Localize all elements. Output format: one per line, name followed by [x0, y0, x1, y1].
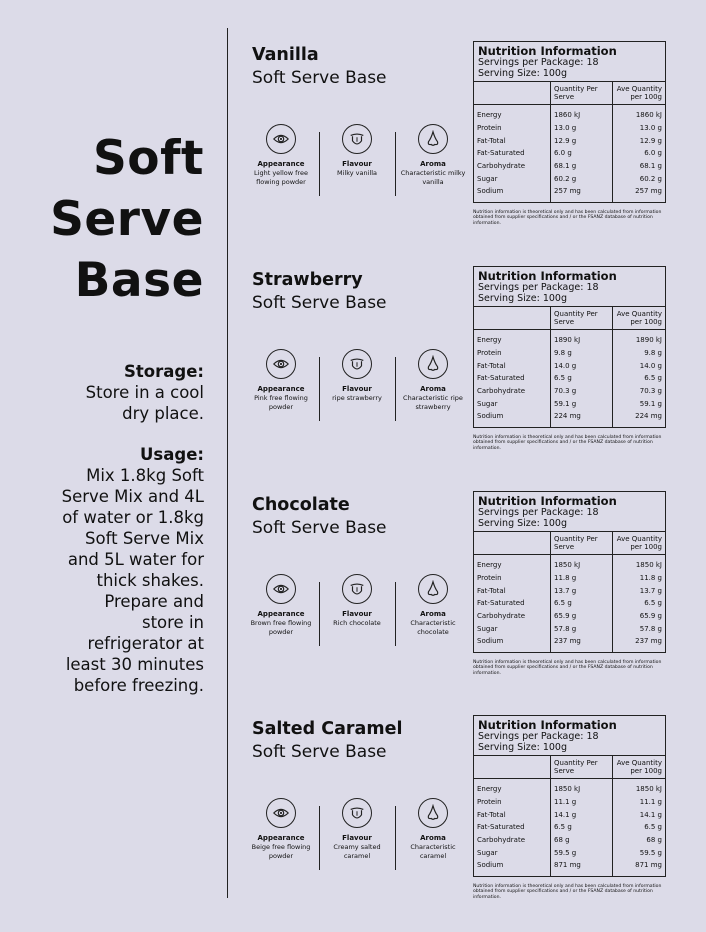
per-100g-value: 14.0 g	[613, 359, 666, 372]
per-100g-value: 237 mg	[613, 635, 666, 648]
title-line: Base	[74, 253, 204, 308]
col-per-100g: Ave Quantity per 100g	[613, 307, 666, 330]
eye-icon	[266, 349, 296, 379]
attribute-label: Aroma	[420, 385, 446, 393]
nutrient-name: Energy	[477, 336, 502, 345]
tongue-icon	[342, 349, 372, 379]
attribute-description: Characteristic chocolate	[410, 619, 456, 636]
nutrient-row	[474, 359, 665, 372]
per-serve-value: 11.1 g	[551, 796, 613, 809]
nutrient-row	[474, 109, 665, 122]
per-100g-value: 68 g	[613, 834, 666, 847]
per-serve-value: 68 g	[551, 834, 613, 847]
product-subtitle: Soft Serve Base	[252, 742, 387, 762]
per-100g-value: 1850 kJ	[613, 559, 666, 572]
nutrition-column-headers	[474, 82, 665, 105]
usage-text: Mix 1.8kg Soft Serve Mix and 4L of water or 1.8kg Soft Serve Mix and 5L water for thick shakes. Prepare and store in refrigerator at least 30 minutes before freezing.	[61, 466, 204, 695]
nutrition-header	[474, 716, 665, 756]
nutrient-row	[474, 160, 665, 173]
nutrient-name: Fat-Saturated	[477, 823, 525, 832]
per-serve-value: 237 mg	[551, 635, 613, 648]
title-line: Soft	[92, 131, 204, 186]
eye-icon	[266, 574, 296, 604]
nutrient-name: Carbohydrate	[477, 387, 526, 396]
col-per-serve: Quantity Per Serve	[551, 532, 613, 555]
nutrition-table	[474, 307, 665, 427]
per-100g-value: 11.8 g	[613, 572, 666, 585]
nutrient-row	[474, 572, 665, 585]
attribute-description: Rich chocolate	[333, 619, 381, 627]
attribute-label: Appearance	[257, 610, 305, 618]
per-100g-value: 59.5 g	[613, 846, 666, 859]
nutrient-name: Energy	[477, 111, 502, 120]
nutrient-name: Sodium	[477, 637, 504, 646]
nutrition-panel	[473, 715, 666, 877]
usage-heading: Usage:	[140, 445, 204, 464]
col-per-serve: Quantity Per Serve	[551, 756, 613, 779]
product-section	[251, 718, 672, 900]
per-100g-value: 1860 kJ	[613, 109, 666, 122]
storage-text: Store in a cool dry place.	[85, 383, 204, 423]
attribute-description: ripe strawberry	[332, 394, 382, 402]
nose-icon	[418, 574, 448, 604]
eye-icon	[266, 124, 296, 154]
per-100g-value: 1850 kJ	[613, 783, 666, 796]
per-serve-value: 57.8 g	[551, 622, 613, 635]
nutrient-row	[474, 584, 665, 597]
attribute-divider	[319, 806, 320, 870]
nutrient-row	[474, 622, 665, 635]
product-name: Strawberry	[252, 270, 363, 290]
attribute-description: Characteristic ripe strawberry	[403, 394, 463, 411]
attribute-flavour	[322, 574, 392, 628]
per-serve-value: 224 mg	[551, 410, 613, 423]
attribute-aroma	[398, 349, 468, 412]
nutrient-name: Energy	[477, 785, 502, 794]
per-serve-value: 59.1 g	[551, 397, 613, 410]
nutrient-row	[474, 821, 665, 834]
attribute-aroma	[398, 124, 468, 187]
page-title	[0, 128, 204, 311]
nutrient-row	[474, 559, 665, 572]
nutrient-row	[474, 347, 665, 360]
nutrient-row	[474, 783, 665, 796]
nutrition-column-headers	[474, 756, 665, 779]
per-serve-value: 1890 kJ	[551, 334, 613, 347]
attribute-description: Light yellow free flowing powder	[254, 169, 308, 186]
per-serve-value: 70.3 g	[551, 385, 613, 398]
attribute-description: Pink free flowing powder	[254, 394, 308, 411]
per-100g-value: 871 mg	[613, 859, 666, 872]
nutrient-name: Sugar	[477, 174, 498, 183]
attribute-appearance	[246, 798, 316, 861]
attribute-description: Characteristic caramel	[410, 843, 456, 860]
attribute-divider	[395, 357, 396, 421]
nutrient-row	[474, 122, 665, 135]
nutrient-name: Carbohydrate	[477, 836, 526, 845]
per-100g-value: 257 mg	[613, 185, 666, 198]
nutrient-name: Sodium	[477, 412, 504, 421]
per-serve-value: 60.2 g	[551, 172, 613, 185]
attributes-row	[252, 124, 464, 194]
nutrient-row	[474, 172, 665, 185]
attribute-label: Aroma	[420, 834, 446, 842]
per-100g-value: 65.9 g	[613, 610, 666, 623]
per-serve-value: 1850 kJ	[551, 783, 613, 796]
product-section	[252, 44, 672, 226]
per-100g-value: 57.8 g	[613, 622, 666, 635]
attribute-divider	[319, 582, 320, 646]
per-serve-value: 9.8 g	[551, 347, 613, 360]
nutrition-note: Nutrition information is theoretical only and has been calculated from information obtained from supplier specifications and / or the FSANZ database of nutrition information.	[473, 435, 662, 451]
nutrient-name: Protein	[477, 349, 502, 358]
product-name: Chocolate	[252, 495, 350, 515]
nutrient-row	[474, 385, 665, 398]
serving-size: Serving Size: 100g	[478, 518, 567, 529]
per-serve-value: 59.5 g	[551, 846, 613, 859]
attribute-label: Appearance	[257, 834, 305, 842]
nutrient-name: Fat-Total	[477, 586, 506, 595]
product-subtitle: Soft Serve Base	[252, 68, 387, 88]
nutrition-header	[474, 267, 665, 307]
per-100g-value: 11.1 g	[613, 796, 666, 809]
attribute-flavour	[322, 349, 392, 403]
nutrient-name: Protein	[477, 574, 502, 583]
attribute-label: Aroma	[420, 160, 446, 168]
servings-per-package: Servings per Package: 18	[478, 282, 599, 293]
per-serve-value: 1850 kJ	[551, 559, 613, 572]
nutrition-title: Nutrition Information	[478, 718, 617, 732]
nutrient-row	[474, 796, 665, 809]
nutrient-name: Energy	[477, 561, 502, 570]
attribute-flavour	[322, 798, 392, 861]
tongue-icon	[342, 798, 372, 828]
nutrient-row	[474, 635, 665, 648]
per-serve-value: 1860 kJ	[551, 109, 613, 122]
nutrient-row	[474, 134, 665, 147]
per-serve-value: 68.1 g	[551, 160, 613, 173]
nutrition-title: Nutrition Information	[478, 269, 617, 283]
nutrient-row	[474, 397, 665, 410]
attribute-label: Flavour	[342, 385, 372, 393]
attribute-label: Appearance	[257, 160, 305, 168]
per-100g-value: 6.0 g	[613, 147, 666, 160]
nutrient-name: Sugar	[477, 399, 498, 408]
nutrient-name: Carbohydrate	[477, 612, 526, 621]
per-100g-value: 59.1 g	[613, 397, 666, 410]
attribute-aroma	[398, 798, 468, 861]
per-serve-value: 13.7 g	[551, 584, 613, 597]
title-line: Serve	[50, 192, 204, 247]
per-100g-value: 60.2 g	[613, 172, 666, 185]
col-per-100g: Ave Quantity per 100g	[613, 532, 666, 555]
per-serve-value: 6.5 g	[551, 372, 613, 385]
nutrient-row	[474, 410, 665, 423]
product-name: Salted Caramel	[252, 719, 403, 739]
per-100g-value: 1890 kJ	[613, 334, 666, 347]
nutrient-row	[474, 147, 665, 160]
attribute-description: Milky vanilla	[336, 169, 377, 177]
per-serve-value: 11.8 g	[551, 572, 613, 585]
nutrient-name: Protein	[477, 798, 502, 807]
nutrition-header	[474, 492, 665, 532]
tongue-icon	[342, 124, 372, 154]
storage-section	[0, 361, 204, 424]
nutrient-row	[474, 808, 665, 821]
attribute-label: Aroma	[420, 610, 446, 618]
attribute-label: Flavour	[342, 834, 372, 842]
col-per-serve: Quantity Per Serve	[551, 307, 613, 330]
nutrient-name: Fat-Total	[477, 361, 506, 370]
per-serve-value: 65.9 g	[551, 610, 613, 623]
col-per-serve: Quantity Per Serve	[551, 82, 613, 105]
per-100g-value: 224 mg	[613, 410, 666, 423]
nutrient-name: Sugar	[477, 848, 498, 857]
attribute-aroma	[398, 574, 468, 637]
nutrient-row	[474, 859, 665, 872]
nutrient-row	[474, 185, 665, 198]
per-serve-value: 14.1 g	[551, 808, 613, 821]
attribute-description: Brown free flowing powder	[250, 619, 312, 636]
per-serve-value: 6.5 g	[551, 821, 613, 834]
attribute-flavour	[322, 124, 392, 178]
attribute-label: Flavour	[342, 160, 372, 168]
nutrient-name: Fat-Total	[477, 136, 506, 145]
per-serve-value: 871 mg	[551, 859, 613, 872]
nutrition-table	[474, 82, 665, 202]
per-100g-value: 9.8 g	[613, 347, 666, 360]
serving-size: Serving Size: 100g	[478, 293, 567, 304]
nutrient-name: Fat-Total	[477, 810, 506, 819]
per-serve-value: 6.5 g	[551, 597, 613, 610]
per-100g-value: 6.5 g	[613, 821, 666, 834]
attribute-appearance	[246, 124, 316, 187]
per-100g-value: 6.5 g	[613, 597, 666, 610]
per-100g-value: 14.1 g	[613, 808, 666, 821]
product-subtitle: Soft Serve Base	[252, 518, 387, 538]
per-serve-value: 12.9 g	[551, 134, 613, 147]
per-100g-value: 6.5 g	[613, 372, 666, 385]
usage-section	[0, 444, 204, 696]
per-100g-value: 68.1 g	[613, 160, 666, 173]
nutrient-name: Protein	[477, 124, 502, 133]
attribute-description: Creamy salted caramel	[333, 843, 381, 860]
attribute-divider	[395, 582, 396, 646]
product-section	[252, 269, 672, 451]
attribute-description: Beige free flowing powder	[251, 843, 311, 860]
attribute-divider	[319, 132, 320, 196]
servings-per-package: Servings per Package: 18	[478, 507, 599, 518]
nutrient-row	[474, 846, 665, 859]
nutrition-panel	[473, 266, 666, 428]
storage-heading: Storage:	[124, 362, 204, 381]
attribute-divider	[395, 132, 396, 196]
per-serve-value: 6.0 g	[551, 147, 613, 160]
nutrition-panel	[473, 41, 666, 203]
nutrition-panel	[473, 491, 666, 653]
nutrient-name: Carbohydrate	[477, 162, 526, 171]
attribute-label: Flavour	[342, 610, 372, 618]
nutrient-name: Sugar	[477, 624, 498, 633]
attribute-appearance	[246, 574, 316, 637]
nose-icon	[418, 124, 448, 154]
attribute-description: Characteristic milky vanilla	[400, 169, 466, 186]
nutrition-column-headers	[474, 532, 665, 555]
nutrition-note: Nutrition information is theoretical only and has been calculated from information obtained from supplier specifications and / or the FSANZ database of nutrition information.	[473, 660, 662, 676]
nutrient-row	[474, 834, 665, 847]
per-100g-value: 70.3 g	[613, 385, 666, 398]
serving-size: Serving Size: 100g	[478, 68, 567, 79]
nutrient-name: Sodium	[477, 187, 504, 196]
nutrition-title: Nutrition Information	[478, 494, 617, 508]
nutrient-row	[474, 610, 665, 623]
eye-icon	[266, 798, 296, 828]
per-serve-value: 257 mg	[551, 185, 613, 198]
tongue-icon	[342, 574, 372, 604]
nose-icon	[418, 349, 448, 379]
servings-per-package: Servings per Package: 18	[478, 731, 599, 742]
product-subtitle: Soft Serve Base	[252, 293, 387, 313]
nutrition-table	[474, 532, 665, 652]
attributes-row	[252, 798, 464, 868]
nutrient-name: Fat-Saturated	[477, 149, 525, 158]
servings-per-package: Servings per Package: 18	[478, 57, 599, 68]
attribute-appearance	[246, 349, 316, 412]
nutrition-header	[474, 42, 665, 82]
column-divider	[227, 28, 228, 898]
serving-size: Serving Size: 100g	[478, 742, 567, 753]
attributes-row	[252, 574, 464, 644]
col-per-100g: Ave Quantity per 100g	[613, 82, 666, 105]
nutrition-note: Nutrition information is theoretical only and has been calculated from information obtained from supplier specifications and / or the FSANZ database of nutrition information.	[473, 884, 662, 900]
attributes-row	[252, 349, 464, 419]
nutrition-table	[474, 756, 665, 876]
product-section	[250, 494, 672, 676]
nutrient-name: Sodium	[477, 861, 504, 870]
nutrition-column-headers	[474, 307, 665, 330]
nutrient-row	[474, 372, 665, 385]
nutrient-row	[474, 597, 665, 610]
per-serve-value: 13.0 g	[551, 122, 613, 135]
attribute-divider	[319, 357, 320, 421]
attribute-label: Appearance	[257, 385, 305, 393]
nutrient-name: Fat-Saturated	[477, 374, 525, 383]
per-100g-value: 12.9 g	[613, 134, 666, 147]
nutrition-title: Nutrition Information	[478, 44, 617, 58]
product-name: Vanilla	[252, 45, 319, 65]
nutrition-note: Nutrition information is theoretical only and has been calculated from information obtained from supplier specifications and / or the FSANZ database of nutrition information.	[473, 210, 662, 226]
nose-icon	[418, 798, 448, 828]
nutrient-name: Fat-Saturated	[477, 599, 525, 608]
per-serve-value: 14.0 g	[551, 359, 613, 372]
attribute-divider	[395, 806, 396, 870]
col-per-100g: Ave Quantity per 100g	[613, 756, 666, 779]
nutrient-row	[474, 334, 665, 347]
per-100g-value: 13.0 g	[613, 122, 666, 135]
per-100g-value: 13.7 g	[613, 584, 666, 597]
